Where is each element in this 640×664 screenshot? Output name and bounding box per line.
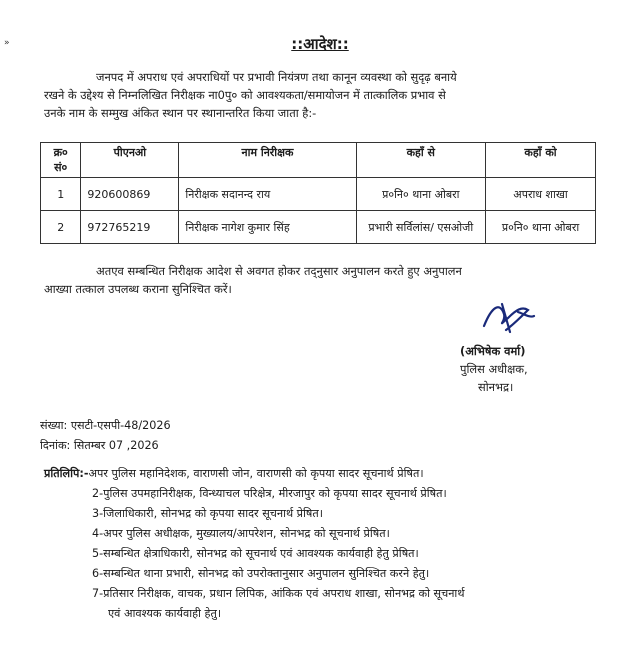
header-inspector-name: नाम निरीक्षक — [179, 143, 356, 178]
closing-paragraph — [44, 262, 596, 298]
signer-details — [460, 342, 528, 396]
list-item: 6-सम्बन्धित थाना प्रभारी, सोनभद्र को उपरोक्तानुसार अनुपालन सुनिश्चित करने हेतु। — [92, 567, 430, 580]
copy-to-list — [44, 464, 600, 624]
document-title: ::आदेश:: — [291, 35, 349, 53]
cell-serial: 2 — [41, 211, 81, 244]
intro-line-2: रखने के उद्देश्य से निम्नलिखित निरीक्षक ना0पु० को आवश्यकता/समायोजन में तात्कालिक प्रभाव से — [44, 88, 446, 102]
table-row — [41, 211, 596, 244]
cell-pno: 920600869 — [81, 178, 179, 211]
signer-designation: पुलिस अधीक्षक, — [460, 362, 528, 376]
header-pno: पीएनओ — [81, 143, 179, 178]
reference-number: संख्या: एसटी-एसपी-48/2026 — [40, 419, 171, 432]
table-header-row — [41, 143, 596, 178]
reference-date: दिनांक: सितम्बर 07 ,2026 — [40, 439, 159, 452]
list-item: 4-अपर पुलिस अधीक्षक, मुख्यालय/आपरेशन, सोनभद्र को सूचनार्थ प्रेषित। — [92, 527, 390, 540]
cell-from: प्रभारी सर्विलांस/ एसओजी — [356, 211, 485, 244]
list-item: 3-जिलाधिकारी, सोनभद्र को कृपया सादर सूचनार्थ प्रेषित। — [92, 507, 324, 520]
signer-district: सोनभद्र। — [478, 380, 514, 394]
signature-image — [478, 296, 538, 336]
header-to: कहाँ को — [486, 143, 596, 178]
table-row — [41, 178, 596, 211]
intro-paragraph — [44, 68, 596, 122]
intro-line-3: उनके नाम के सम्मुख अंकित स्थान पर स्थानान्तरित किया जाता है:- — [44, 106, 317, 120]
cell-to: अपराध शाखा — [486, 178, 596, 211]
header-from: कहाँ से — [356, 143, 485, 178]
closing-line-1: अतएव सम्बन्धित निरीक्षक आदेश से अवगत होकर तद्नुसार अनुपालन करते हुए अनुपालन — [96, 264, 462, 278]
transfer-table — [40, 142, 596, 244]
header-serial: क्र० सं० — [41, 143, 81, 178]
signer-name: (अभिषेक वर्मा) — [460, 344, 526, 358]
cell-inspector-name: निरीक्षक सदानन्द राय — [179, 178, 356, 211]
cell-to: प्र०नि० थाना ओबरा — [486, 211, 596, 244]
list-item: 2-पुलिस उपमहानिरीक्षक, विन्ध्याचल परिक्षेत्र, मीरजापुर को कृपया सादर सूचनार्थ प्रेषित। — [92, 487, 447, 500]
closing-line-2: आख्या तत्काल उपलब्ध कराना सुनिश्चित करें। — [44, 282, 232, 296]
list-item-continuation: एवं आवश्यक कार्यवाही हेतु। — [108, 607, 222, 620]
copy-to-label: प्रतिलिपि:- — [44, 467, 89, 480]
cell-serial: 1 — [41, 178, 81, 211]
list-item: प्रतिलिपि:-अपर पुलिस महानिदेशक, वाराणसी जोन, वाराणसी को कृपया सादर सूचनार्थ प्रेषित। — [44, 467, 424, 480]
list-item: 7-प्रतिसार निरीक्षक, वाचक, प्रधान लिपिक, आंकिक एवं अपराध शाखा, सोनभद्र को सूचनार्थ — [92, 587, 465, 600]
cell-pno: 972765219 — [81, 211, 179, 244]
list-item: 5-सम्बन्धित क्षेत्राधिकारी, सोनभद्र को सूचनार्थ एवं आवश्यक कार्यवाही हेतु प्रेषित। — [92, 547, 419, 560]
cell-inspector-name: निरीक्षक नागेश कुमार सिंह — [179, 211, 356, 244]
corner-mark: » — [4, 38, 10, 48]
intro-line-1: जनपद में अपराध एवं अपराधियों पर प्रभावी नियंत्रण तथा कानून व्यवस्था को सुदृढ़ बनाये — [96, 70, 457, 84]
cell-from: प्र०नि० थाना ओबरा — [356, 178, 485, 211]
